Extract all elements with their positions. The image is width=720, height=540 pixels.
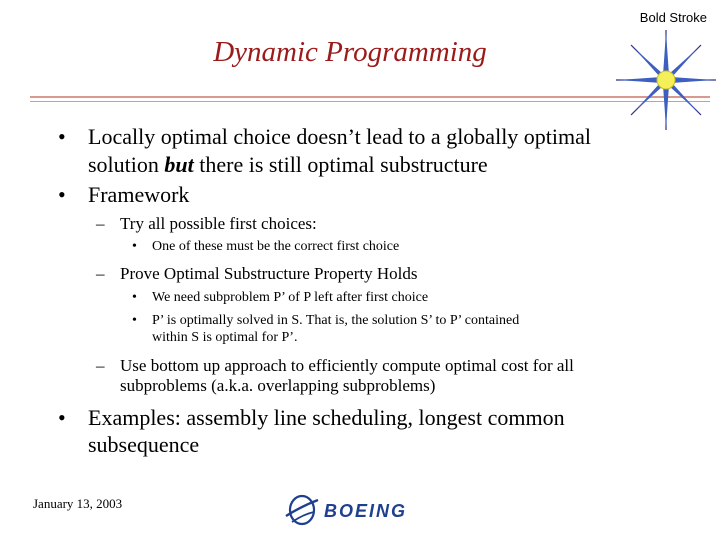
bullet-dot: • — [58, 405, 66, 430]
sub-bullet-text: Try all possible first choices: — [120, 214, 317, 233]
sub-bullet-text: subproblems (a.k.a. overlapping subproblems) — [120, 376, 436, 395]
slide-title: Dynamic Programming — [213, 36, 487, 68]
sub-bullet-text: Use bottom up approach to efficiently compute optimal cost for all — [120, 356, 574, 375]
sub-bullet-text: Prove Optimal Substructure Property Holds — [120, 264, 418, 283]
bullet-dot: • — [58, 124, 66, 149]
brand-label: Bold Stroke — [639, 10, 707, 25]
bullet-text: Locally optimal choice doesn’t lead to a globally optimal — [88, 124, 592, 149]
sub-sub-bullet-text: within S is optimal for P’. — [152, 330, 298, 345]
bullet-text: Examples: assembly line scheduling, longest common — [88, 405, 565, 430]
bullet-dot: • — [132, 290, 137, 305]
star-icon — [616, 30, 716, 130]
dash-marker: – — [96, 356, 105, 375]
bullet-text — [88, 152, 688, 177]
emphasis-text: but — [164, 152, 194, 177]
bullet-text: subsequence — [88, 432, 200, 457]
boeing-logo — [284, 492, 434, 528]
text-segment: solution — [88, 152, 165, 177]
sub-sub-bullet-text: P’ is optimally solved in S. That is, the solution S’ to P’ contained — [152, 313, 520, 328]
boeing-wordmark: BOEING — [324, 501, 408, 521]
sub-sub-bullet-text: We need subproblem P’ of P left after first choice — [152, 290, 429, 305]
footer-date: January 13, 2003 — [33, 496, 123, 511]
text-segment: there is still optimal substructure — [193, 152, 488, 177]
title-divider-bottom — [30, 101, 710, 102]
bullet-dot: • — [58, 182, 66, 207]
boeing-symbol-icon — [286, 496, 318, 524]
dash-marker: – — [96, 214, 105, 233]
sub-sub-bullet-text: One of these must be the correct first choice — [152, 239, 400, 254]
bullet-dot: • — [132, 239, 137, 254]
title-divider-top — [30, 96, 710, 98]
bullet-text: Framework — [88, 182, 190, 207]
dash-marker: – — [96, 264, 105, 283]
bullet-dot: • — [132, 313, 137, 328]
